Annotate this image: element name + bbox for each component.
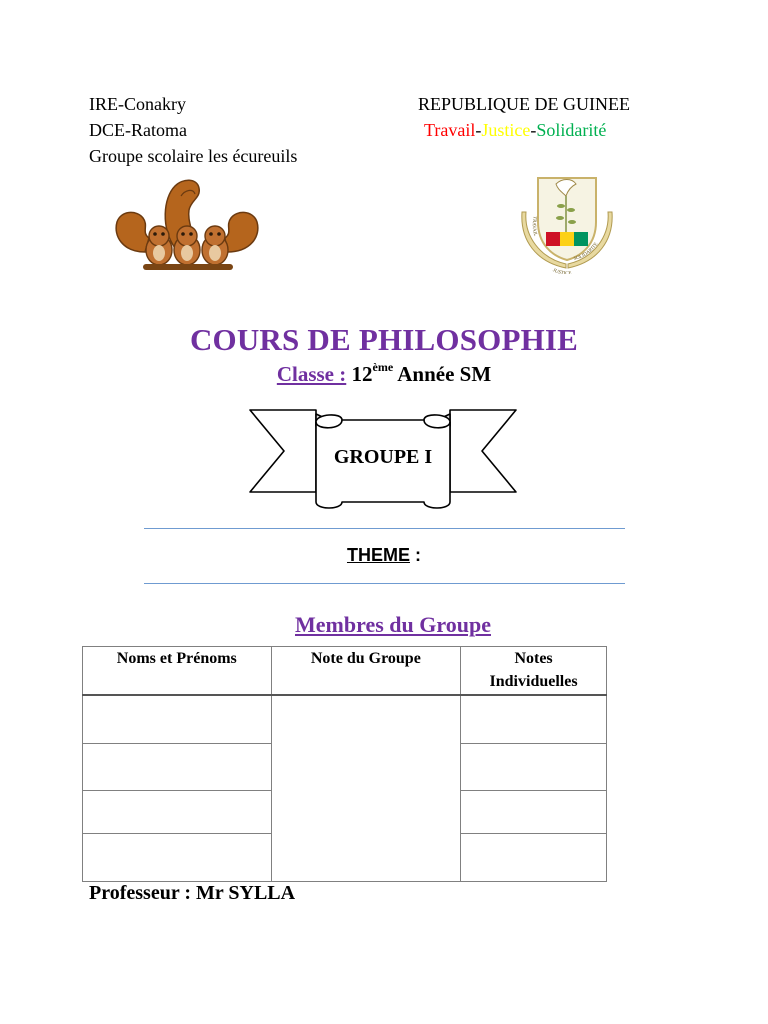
members-heading: Membres du Groupe	[295, 612, 491, 637]
class-level: Année SM	[397, 362, 492, 386]
country-title: REPUBLIQUE DE GUINEE	[418, 94, 630, 114]
members-table	[82, 646, 607, 882]
motto-dash-1: -	[475, 120, 482, 140]
institution-line-1: IRE-Conakry	[89, 94, 186, 114]
svg-text:JUSTICE	[552, 268, 572, 274]
institution-block	[89, 91, 297, 169]
institution-line-2: DCE-Ratoma	[89, 120, 187, 140]
professor-line: Professeur : Mr SYLLA	[89, 882, 296, 904]
individual-grade-cell[interactable]	[461, 744, 607, 791]
coat-text-left: TRAVAIL	[530, 215, 538, 237]
theme-colon: :	[415, 545, 421, 565]
individual-grade-cell[interactable]	[461, 833, 607, 881]
name-cell[interactable]	[83, 744, 272, 791]
country-block	[418, 91, 630, 143]
coat-text-right: SOLIDARITE	[573, 241, 600, 262]
institution-line-3: Groupe scolaire les écureuils	[89, 146, 298, 166]
class-line	[0, 362, 768, 387]
motto-justice: Justice	[481, 120, 531, 140]
class-superscript: ème	[372, 360, 394, 374]
course-title: COURS DE PHILOSOPHIE	[189, 322, 579, 357]
guinea-coat-of-arms	[516, 156, 618, 274]
theme-line	[0, 545, 768, 566]
name-cell[interactable]	[83, 791, 272, 833]
group-grade-cell[interactable]	[271, 695, 461, 881]
table-header-row	[83, 647, 607, 696]
class-label: Classe :	[276, 362, 347, 386]
name-cell[interactable]	[83, 833, 272, 881]
svg-text:TRAVAIL	[531, 216, 538, 237]
motto-dash-2: -	[530, 120, 537, 140]
class-number: 12	[351, 362, 373, 386]
table-row	[83, 695, 607, 743]
header-names: Noms et Prénoms	[83, 647, 272, 696]
coat-text-bottom: JUSTI E	[551, 268, 572, 274]
theme-rule-bottom	[144, 583, 625, 584]
name-cell[interactable]	[83, 695, 272, 743]
individual-grade-cell[interactable]	[461, 791, 607, 833]
individual-grade-cell[interactable]	[461, 695, 607, 743]
national-motto	[418, 117, 630, 143]
school-squirrels-logo	[105, 176, 269, 276]
header-group-grade: Note du Groupe	[271, 647, 461, 696]
group-label: GROUPE I	[333, 446, 433, 468]
header-individual-grades: Notes Individuelles	[461, 647, 607, 696]
theme-label: THEME	[346, 545, 410, 565]
theme-rule-top	[144, 528, 625, 529]
motto-travail: Travail	[424, 120, 476, 140]
motto-solidarite: Solidarité	[536, 120, 607, 140]
